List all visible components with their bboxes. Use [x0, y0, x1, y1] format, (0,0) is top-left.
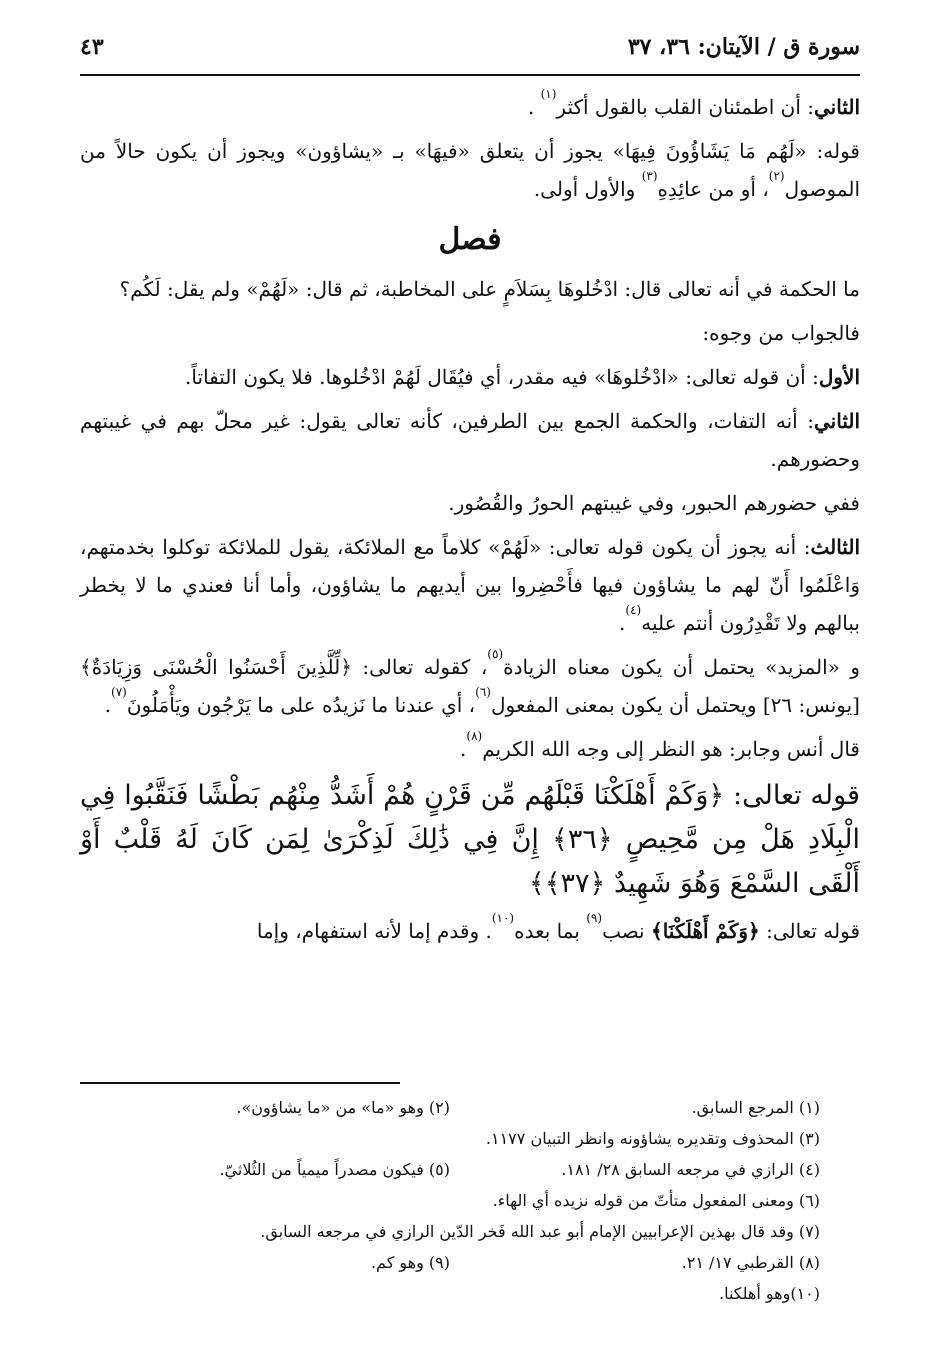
footnote-ref: (٧)	[111, 685, 127, 699]
paragraph-text: . وقدم إما لأنه استفهام، وإما	[256, 919, 492, 943]
paragraph-text: .	[527, 95, 541, 119]
footnote: (٩) وهو كم.	[370, 1253, 450, 1272]
footnote-ref: (١٠)	[491, 911, 515, 925]
footnote-ref: (٢)	[768, 169, 785, 183]
footnote: (٢) وهو «ما» من «ما يشاؤون».	[236, 1098, 450, 1117]
footnote: (١) المرجع السابق.	[691, 1098, 820, 1117]
paragraph-text: قوله تعالى:	[759, 919, 860, 943]
footnote-ref: (١)	[540, 87, 557, 101]
footnotes	[100, 1092, 820, 1309]
paragraph-text: : أنه التفات، والحكمة الجمع بين الطرفين، كأنه تعالى يقول: غير محلّ بهم في غيبتهم وحضورهم.	[80, 409, 860, 471]
paragraph: ففي حضورهم الحبور، وفي غيبتهم الحورُ والقُصُور.	[448, 491, 860, 515]
paragraph	[80, 88, 860, 126]
section-heading: فصل	[438, 222, 502, 257]
footnote-row	[100, 1247, 820, 1278]
footnote-separator	[80, 1082, 400, 1084]
paragraph: فالجواب من وجوه:	[702, 321, 860, 345]
page	[80, 30, 860, 1350]
paragraph-text: والأول أولى.	[533, 177, 642, 201]
paragraph-label: الأول	[818, 365, 860, 389]
paragraph	[80, 648, 860, 724]
footnote-row	[100, 1154, 820, 1185]
quran-verse-block	[80, 774, 860, 906]
footnote-ref: (٣)	[641, 169, 658, 183]
paragraph-text: قوله: «لَهُم مَا يَشَاؤُونَ فِيهَا» يجوز أن يتعلق «فيهَا» بـ «يشاؤون» ويجوز أن يكون حالاً من الموصول	[80, 139, 860, 201]
paragraph	[80, 730, 860, 768]
paragraph-text: نصب	[602, 919, 651, 943]
footnote: (٨) القرطبي ١٧/ ٢١.	[681, 1253, 820, 1272]
running-header	[80, 30, 860, 76]
paragraph-text: : أن اطمئنان القلب بالقول أكثر	[556, 95, 814, 119]
paragraph-label: الثالث	[810, 535, 860, 559]
footnote: (١٠)وهو أهلكنا.	[719, 1284, 820, 1303]
paragraph-label: الثاني	[813, 409, 860, 433]
footnote: (٤) الرازي في مرجعه السابق ٢٨/ ١٨١.	[561, 1160, 820, 1179]
paragraph-text: : أنه يجوز أن يكون قوله تعالى: «لَهُمْ» كلاماً مع الملائكة، يقول للملائكة توكلوا بخدمتهم، وَاعْلَمُوا أَنّ لهم ما يشاؤون فيها فأَحْضِروا بين أيديهم ما يشاؤون، وأما أنا فعندي ما لا يخطر ببالهم ولا تَقْدِرُون أنتم عليه	[80, 535, 860, 635]
header-title: سورة ق / الآيتان: ٣٦، ٣٧	[616, 34, 860, 60]
paragraph: ما الحكمة في أنه تعالى قال: ادْخُلوهَا بِسَلاَمٍ على المخاطبة، ثم قال: «لَهُمْ» ولم يقل: لَكُم؟	[119, 277, 860, 301]
paragraph-text: و «المزيد» يحتمل أن يكون معناه الزيادة	[503, 655, 860, 679]
page-number: ٤٣	[80, 34, 116, 60]
footnote: (٥) فيكون مصدراً ميمياً من الثُلاثيّ.	[219, 1160, 450, 1179]
paragraph	[80, 912, 860, 950]
main-text	[80, 88, 860, 956]
footnote-ref: (٥)	[487, 647, 504, 661]
paragraph	[80, 358, 860, 396]
quran-quote: ﴿وَكَمْ أَهْلَكْنَا﴾	[650, 919, 760, 943]
paragraph	[80, 132, 860, 208]
footnote: (٣) المحذوف وتقديره يشاؤونه وانظر التبيان ١١٧٧.	[485, 1129, 820, 1148]
footnote: (٦) ومعنى المفعول متأتّ من قوله نزيده أي الهاء.	[492, 1191, 820, 1210]
verse-intro: قوله تعالى:	[724, 780, 860, 811]
paragraph-text: بما بعده	[514, 919, 587, 943]
footnote-ref: (٤)	[625, 603, 642, 617]
paragraph-text: ، أو من عائِدِهِ	[657, 177, 769, 201]
footnote-ref: (٩)	[586, 911, 603, 925]
paragraph-text: .	[460, 737, 467, 761]
paragraph-text: ، أي عندنا ما نَزيدُه على ما يَرْجُون ويَأْمَلُونَ	[126, 693, 476, 717]
paragraph-text: : أن قوله تعالى: «ادْخُلوهَا» فيه مقدر، أي فيُقَال لَهُمْ ادْخُلوها. فلا يكون التفاتاً.	[185, 365, 819, 389]
quran-verse: ﴿وَكَمْ أَهْلَكْنَا قَبْلَهُم مِّن قَرْنٍ هُمْ أَشَدُّ مِنْهُم بَطْشًا فَنَقَّبُوا فِي الْبِلَادِ هَلْ مِن مَّحِيصٍ ﴿٣٦﴾ إِنَّ فِي ذَٰلِكَ لَذِكْرَىٰ لِمَن كَانَ لَهُ قَلْبٌ أَوْ أَلْقَى السَّمْعَ وَهُوَ شَهِيدٌ ﴿٣٧﴾﴾	[80, 780, 860, 899]
footnote-ref: (٨)	[466, 729, 483, 743]
paragraph	[80, 528, 860, 642]
footnote: (٧) وقد قال بهذين الإعرابيين الإمام أبو عبد الله فَخر الدّين الرازي في مرجعه السابق.	[260, 1222, 820, 1241]
paragraph	[80, 402, 860, 478]
paragraph-text: ، كقوله تعالى: ﴿لِّلَّذِينَ أَحْسَنُوا الْحُسْنَى وَزِيَادَةٌ﴾ [يونس: ٢٦] ويحتمل أن يكون بمعنى المفعول	[80, 655, 860, 717]
footnote-row	[100, 1092, 820, 1123]
paragraph-label: الثاني	[813, 95, 860, 119]
paragraph-text: .	[619, 611, 626, 635]
paragraph-text: .	[104, 693, 112, 717]
footnote-ref: (٦)	[475, 685, 491, 699]
paragraph-text: قال أنس وجابر: هو النظر إلى وجه الله الكريم	[482, 737, 860, 761]
